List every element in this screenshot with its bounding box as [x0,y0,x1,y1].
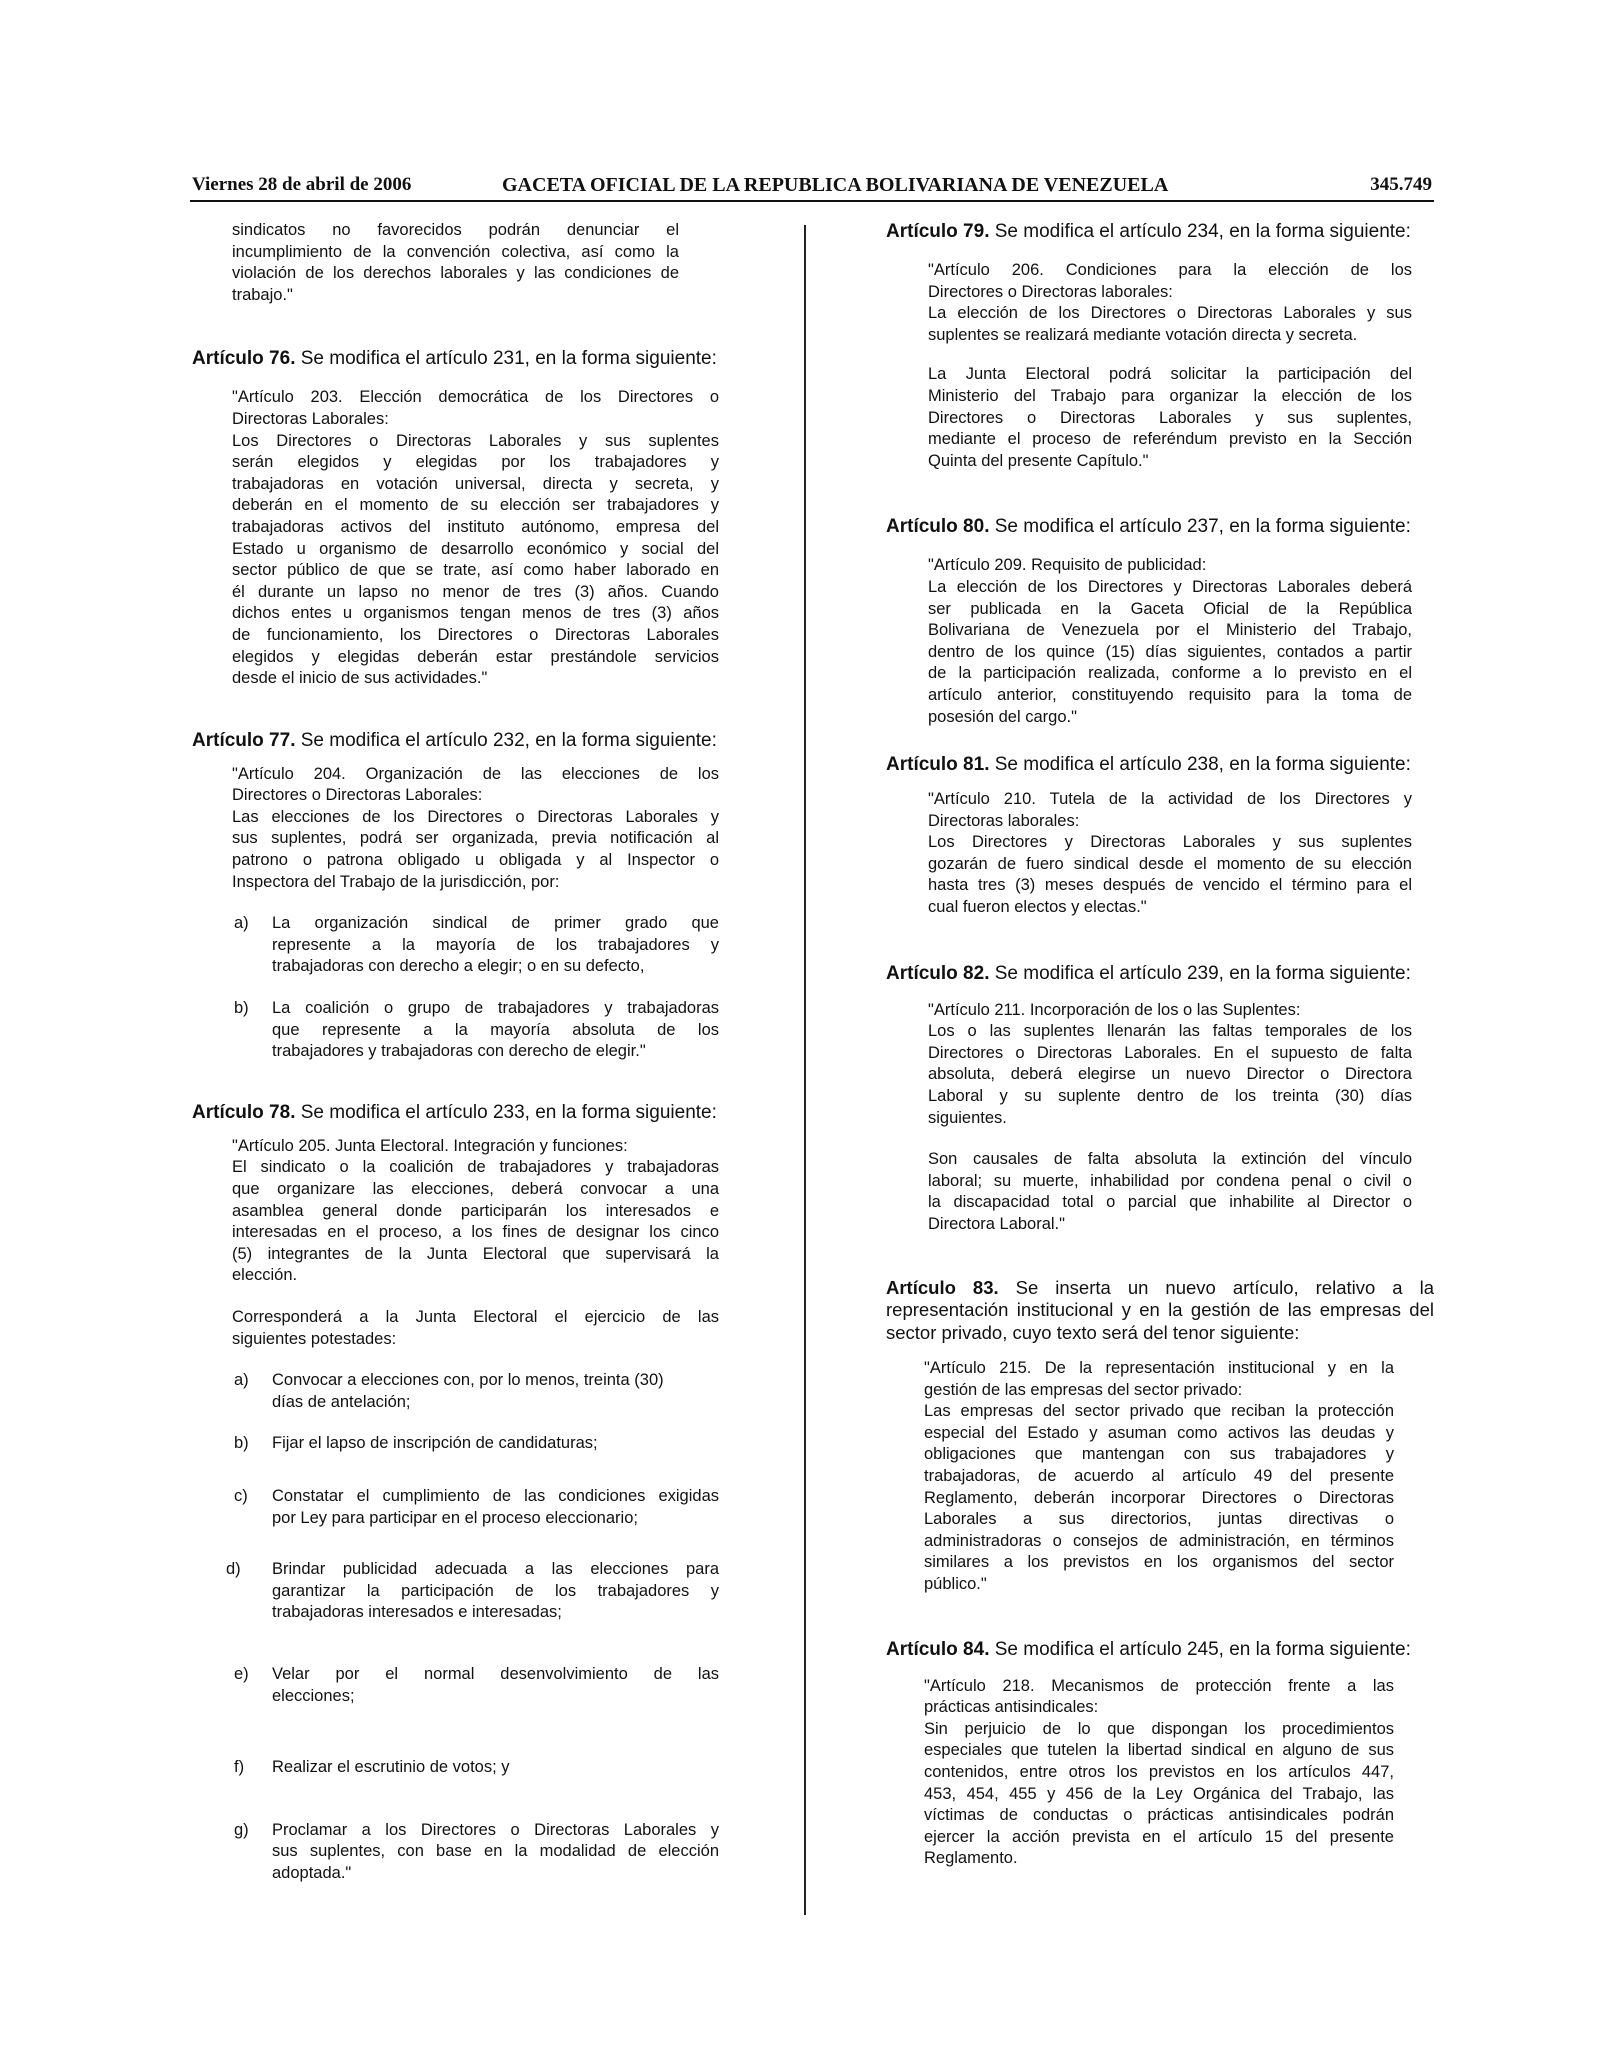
text-line: trabajadoras interesados e interesadas; [272,1603,562,1622]
text-line: Laborales a sus directorios, juntas directivas o [924,1510,1394,1529]
article-79-body-2 [886,364,1434,472]
text-line: posesión del cargo." [928,707,1077,726]
article-number: Artículo 83. [886,1276,999,1298]
list-item [192,1757,727,1779]
text-line: Estado u organismo de desarrollo económico y social del [232,539,719,558]
article-number: Artículo 80. [886,516,990,538]
article-heading-text: Se modifica el artículo 245, en la forma siguiente: [989,1638,1411,1660]
text-line: trabajadoras, de acuerdo al artículo 49 del presente [924,1467,1394,1486]
text-line: "Artículo 204. Organización de las elecciones de los [232,764,719,783]
text-line: trabajadores y trabajadoras con derecho de elegir." [272,1042,646,1061]
header-date: Viernes 28 de abril de 2006 [192,174,412,195]
text-line: prácticas antisindicales: [924,1698,1099,1717]
list-item [192,1486,727,1529]
text-line: obligaciones que mantengan con sus trabajadores y [924,1445,1394,1464]
text-line: asamblea general donde participarán los interesados e [232,1201,719,1220]
text-line: de la participación realizada, conforme a lo previsto en el [928,664,1412,683]
continued-text [192,220,727,306]
article-78-body [192,1136,727,1287]
text-line: violación de los derechos laborales y las condiciones de [232,264,679,283]
article-77-heading [192,729,727,753]
text-line: similares a los previstos en los organismos del sector [924,1553,1394,1572]
article-81-heading [886,753,1434,777]
text-line: Proclamar a los Directores o Directoras Laborales y [272,1820,719,1839]
text-line: Directora Laboral." [928,1215,1066,1233]
text-line: garantizar la participación de los trabajadores y [272,1581,719,1600]
text-line: absoluta, deberá elegirse un nuevo Director o Directora [928,1065,1412,1084]
text-line: Quinta del presente Capítulo." [928,451,1149,470]
article-number: Artículo 82. [886,962,990,984]
text-line: artículo anterior, constituyendo requisito para la toma de [928,685,1412,704]
article-heading-text: Se modifica el artículo 231, en la forma siguiente: [295,348,717,370]
text-line: represente a la mayoría de los trabajadores y [272,935,719,954]
article-number: Artículo 81. [886,754,990,776]
text-line: (5) integrantes de la Junta Electoral que supervisará la [232,1244,719,1263]
text-line: sus suplentes, podrá ser organizada, previa notificación al [232,829,719,848]
text-line: Reglamento, deberán incorporar Directores o Directoras [924,1488,1394,1507]
text-line: público." [924,1575,987,1594]
article-heading-line [886,1277,1434,1300]
text-line: laboral; su muerte, inhabilidad por condena penal o civil o [928,1171,1412,1190]
article-heading-line: sector privado, cuyo texto será del tenor siguiente: [886,1321,1300,1343]
text-line: Constatar el cumplimiento de las condiciones exigidas [272,1486,719,1505]
text-line: "Artículo 206. Condiciones para la elección de los [928,261,1412,279]
text-line: "Artículo 203. Elección democrática de los Directores o [232,388,719,407]
text-line: trabajo." [232,285,293,304]
text-line: "Artículo 205. Junta Electoral. Integración y funciones: [232,1136,628,1155]
list-item [192,913,727,978]
article-82-body [886,1000,1434,1130]
text-line: suplentes se realizará mediante votación directa y secreta. [928,325,1358,344]
text-line: Corresponderá a la Junta Electoral el ejercicio de las [232,1307,719,1326]
text-line: que represente a la mayoría absoluta de los [272,1020,719,1039]
article-heading-text: Se modifica el artículo 239, en la forma siguiente: [989,962,1411,984]
text-line: interesadas en el proceso, a los fines de designar los cinco [232,1223,719,1242]
header-rule [190,200,1434,202]
article-83-body [886,1358,1434,1596]
list-item [192,1433,727,1455]
text-line: Directores o Directoras Laborales y sus suplentes, [928,408,1412,427]
article-number: Artículo 76. [192,348,296,370]
text-line: él durante un lapso no menor de tres (3) años. Cuando [232,582,719,601]
article-76-body [192,387,727,689]
text-line: elecciones; [272,1686,355,1705]
text-line: La coalición o grupo de trabajadores y trabajadoras [272,999,719,1018]
page-header [192,174,1432,198]
text-line: Son causales de falta absoluta la extinción del vínculo [928,1150,1412,1169]
list-item-label: e) [234,1664,249,1683]
text-line: Convocar a elecciones con, por lo menos, treinta (30) [272,1371,664,1390]
text-line: días de antelación; [272,1392,411,1411]
text-line: serán elegidos y elegidas por los trabajadores y [232,453,719,472]
text-line: gestión de las empresas del sector privado: [924,1380,1243,1399]
text-line: elección. [232,1266,298,1285]
article-heading-text: Se modifica el artículo 232, en la forma siguiente: [295,729,717,751]
text-line: siguientes potestades: [232,1329,397,1348]
gazette-title: GACETA OFICIAL DE LA REPUBLICA BOLIVARIANA DE VENEZUELA [502,174,1169,196]
article-78-intro [192,1307,727,1350]
text-line: La elección de los Directores o Directoras Laborales y sus [928,304,1412,323]
article-79-heading [886,220,1434,244]
article-81-body [886,789,1434,919]
text-line: Las empresas del sector privado que reciban la protección [924,1402,1394,1421]
text-line: elegidos y elegidas deberán estar prestándole servicios [232,647,719,666]
article-heading-text: Se modifica el artículo 238, en la forma siguiente: [989,754,1411,776]
text-line: "Artículo 210. Tutela de la actividad de los Directores y [928,790,1412,809]
left-column [192,220,727,1884]
article-80-heading [886,515,1434,539]
text-line: trabajadoras activos del instituto autónomo, empresa del [232,517,719,536]
article-heading-text: Se inserta un nuevo artículo, relativo a la [998,1276,1435,1298]
article-number: Artículo 78. [192,1101,296,1123]
right-column [886,220,1434,1870]
text-line: Los Directores o Directoras Laborales y sus suplentes [232,431,719,450]
text-line: adoptada." [272,1863,352,1882]
text-line: contenidos, entre otros los previstos en los artículos 447, [924,1763,1394,1781]
list-item-label: f) [234,1758,245,1777]
list-item [192,1559,727,1624]
article-84-body [886,1676,1434,1870]
text-line: trabajadoras en votación universal, directa y secreta, y [232,474,719,493]
text-line: deberán en el momento de su elección ser trabajadores y [232,496,719,515]
text-line: hasta tres (3) meses después de vencido el término para el [928,876,1412,895]
text-line: desde el inicio de sus actividades." [232,669,488,688]
text-line: "Artículo 209. Requisito de publicidad: [928,556,1207,575]
text-line: sector público de que se trate, así como haber laborado en [232,561,719,580]
text-line: trabajadoras con derecho a elegir; o en su defecto, [272,957,645,976]
text-line: Velar por el normal desenvolvimiento de las [272,1664,719,1683]
text-line: Directoras laborales: [928,811,1080,830]
article-80-body [886,555,1434,728]
text-line: Ministerio del Trabajo para organizar la elección de los [928,386,1412,405]
text-line: gozarán de fuero sindical desde el momento de su elección [928,854,1412,873]
text-line: ser publicada en la Gaceta Oficial de la República [928,599,1412,618]
list-item [192,1664,727,1707]
text-line: Laboral y su suplente dentro de los treinta (30) días [928,1087,1412,1106]
article-heading-line: representación institucional y en la gestión de las empresas del [886,1299,1434,1321]
article-heading-text: Se modifica el artículo 234, en la forma siguiente: [989,221,1411,242]
list-item-label: d) [226,1560,241,1579]
text-line: Directores o Directoras laborales: [928,282,1173,301]
text-line: La Junta Electoral podrá solicitar la participación del [928,365,1412,384]
list-item-label: c) [234,1486,248,1505]
list-item [192,1370,727,1413]
list-item-label: g) [234,1820,249,1839]
article-82-heading [886,962,1434,986]
list-item [192,998,727,1063]
page-number: 345.749 [1370,174,1432,195]
list-item-label: b) [234,1434,249,1453]
article-79-body [886,260,1434,346]
list-item-label: a) [234,914,249,933]
article-82-body-2 [886,1149,1434,1235]
text-line: "Artículo 215. De la representación institucional y en la [924,1359,1394,1378]
list-item-label: a) [234,1371,249,1390]
text-line: especiales que tutelen la libertad sindical en alguno de sus [924,1741,1394,1760]
article-number: Artículo 79. [886,221,990,242]
text-line: dentro de los quince (15) días siguientes, contados a partir [928,642,1412,661]
text-line: Realizar el escrutinio de votos; y [272,1758,510,1777]
text-line: sindicatos no favorecidos podrán denunciar el [232,221,679,239]
text-line: Sin perjuicio de lo que dispongan los procedimientos [924,1719,1394,1738]
text-line: dichos entes u organismos tengan menos de tres (3) años [232,604,719,623]
text-line: La elección de los Directores y Directoras Laborales deberá [928,577,1412,596]
text-line: Fijar el lapso de inscripción de candidaturas; [272,1434,598,1453]
text-line: La organización sindical de primer grado que [272,914,719,933]
article-heading-text: Se modifica el artículo 237, en la forma siguiente: [989,516,1411,538]
text-line: administradoras o consejos de administración, en términos [924,1531,1394,1550]
list-item [192,1820,727,1885]
text-line: sus suplentes, con base en la modalidad de elección [272,1842,719,1861]
text-line: Reglamento. [924,1849,1018,1868]
text-line: Los o las suplentes llenarán las faltas temporales de los [928,1022,1412,1041]
text-line: Directoras Laborales: [232,409,389,428]
text-line: víctimas de conductas o prácticas antisindicales podrán [924,1806,1394,1825]
list-item-label: b) [234,999,249,1018]
text-line: siguientes. [928,1108,1007,1127]
text-line: "Artículo 218. Mecanismos de protección frente a las [924,1676,1394,1695]
text-line: Brindar publicidad adecuada a las elecciones para [272,1560,719,1579]
text-line: por Ley para participar en el proceso eleccionario; [272,1508,638,1527]
article-77-body [192,764,727,894]
text-line: la discapacidad total o parcial que inhabilite al Director o [928,1193,1412,1212]
text-line: ejercer la acción prevista en el artículo 15 del presente [924,1827,1394,1846]
text-line: Los Directores y Directoras Laborales y sus suplentes [928,833,1412,852]
column-divider [804,225,806,1915]
text-line: "Artículo 211. Incorporación de los o las Suplentes: [928,1000,1301,1019]
text-line: especial del Estado y asuman como activos las deudas y [924,1423,1394,1442]
article-76-heading [192,347,727,371]
text-line: 453, 454, 455 y 456 de la Ley Orgánica del Trabajo, las [924,1784,1394,1803]
text-line: mediante el proceso de referéndum previsto en la Sección [928,430,1412,449]
text-line: cual fueron electos y electas." [928,898,1147,917]
text-line: Bolivariana de Venezuela por el Ministerio del Trabajo, [928,621,1412,640]
text-line: patrono o patrona obligado u obligada y al Inspector o [232,851,719,870]
article-84-heading [886,1638,1434,1662]
article-number: Artículo 84. [886,1638,990,1660]
text-line: incumplimiento de la convención colectiva, así como la [232,242,679,261]
text-line: Inspectora del Trabajo de la jurisdicción, por: [232,872,560,891]
text-line: que organizare las elecciones, deberá convocar a una [232,1180,719,1198]
article-heading-text: Se modifica el artículo 233, en la forma siguiente: [295,1101,717,1123]
text-line: Directores o Directoras Laborales: [232,786,483,805]
text-line: de funcionamiento, los Directores o Directoras Laborales [232,625,719,644]
text-line: Directores o Directoras Laborales. En el supuesto de falta [928,1043,1412,1062]
article-78-heading [192,1101,727,1125]
text-line: El sindicato o la coalición de trabajadores y trabajadoras [232,1158,719,1177]
article-83-heading [886,1277,1434,1345]
text-line: Las elecciones de los Directores o Directoras Laborales y [232,807,719,826]
article-number: Artículo 77. [192,729,296,751]
